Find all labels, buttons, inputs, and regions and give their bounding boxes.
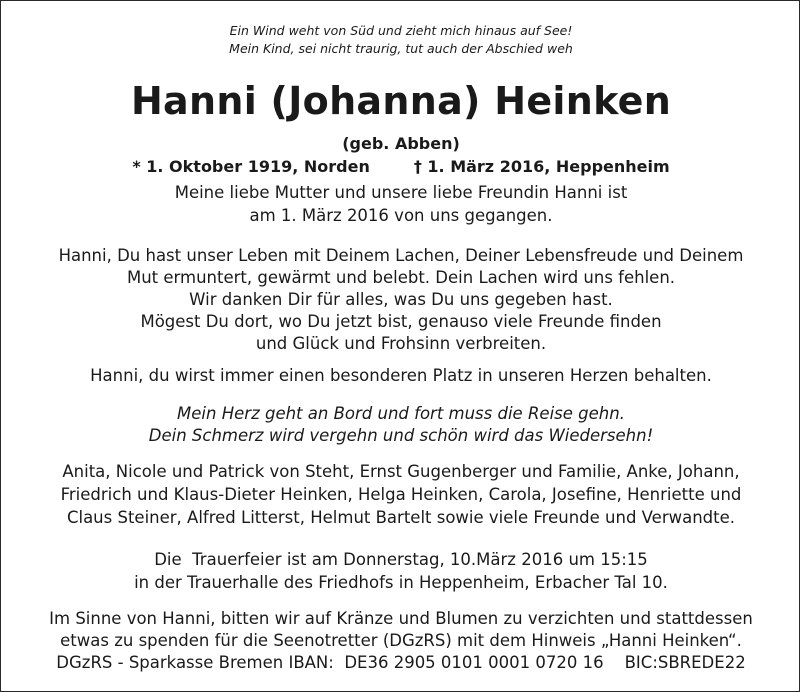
funeral-line-1: Die Trauerfeier ist am Donnerstag, 10.März 2016 um 15:15	[154, 550, 648, 569]
maiden-name: (geb. Abben)	[342, 134, 460, 153]
verse-line-2: Dein Schmerz wird vergehn und schön wird das Wiedersehn!	[148, 426, 654, 445]
tribute-line-1: Hanni, Du hast unser Leben mit Deinem Lachen, Deiner Lebensfreude und Deinem	[58, 246, 744, 265]
verse-line-1: Mein Herz geht an Bord und fort muss die Reise gehn.	[177, 404, 625, 423]
mourners-line-3: Claus Steiner, Alfred Litterst, Helmut Bartelt sowie viele Freunde und Verwandte.	[66, 508, 736, 527]
mourners-line-2: Friedrich und Klaus-Dieter Heinken, Helga Heinken, Carola, Josefine, Henriette und	[60, 485, 742, 504]
intro-line-2: am 1. März 2016 von uns gegangen.	[249, 206, 553, 225]
funeral-line-2: in der Trauerhalle des Friedhofs in Heppenheim, Erbacher Tal 10.	[134, 573, 668, 592]
donation-line-2: etwas zu spenden für die Seenotretter (DGzRS) mit dem Hinweis „Hanni Heinken“.	[60, 631, 742, 650]
donation-bank-details: DGzRS - Sparkasse Bremen IBAN: DE36 2905 0101 0001 0720 16 BIC:SBREDE22	[56, 653, 746, 672]
intro-line-1: Meine liebe Mutter und unsere liebe Freundin Hanni ist	[174, 183, 628, 202]
birth-date: * 1. Oktober 1919, Norden	[132, 157, 370, 176]
tribute-line-2: Mut ermuntert, gewärmt und belebt. Dein Lachen wird uns fehlen.	[126, 268, 676, 287]
deceased-name: Hanni (Johanna) Heinken	[130, 79, 672, 123]
tribute-line-5: und Glück und Frohsinn verbreiten.	[255, 334, 547, 353]
motto-line-1: Ein Wind weht von Süd und zieht mich hinaus auf See!	[229, 23, 573, 38]
donation-line-1: Im Sinne von Hanni, bitten wir auf Kränze und Blumen zu verzichten und stattdessen	[49, 609, 753, 628]
death-date: † 1. März 2016, Heppenheim	[413, 157, 670, 176]
tribute-line-4: Mögest Du dort, wo Du jetzt bist, genauso viele Freunde finden	[140, 312, 662, 331]
motto-line-2: Mein Kind, sei nicht traurig, tut auch der Abschied weh	[229, 41, 573, 56]
life-dates	[1, 157, 800, 177]
remembrance-text: Hanni, du wirst immer einen besonderen Platz in unseren Herzen behalten.	[90, 366, 712, 385]
tribute-line-3: Wir danken Dir für alles, was Du uns gegeben hast.	[189, 290, 613, 309]
mourners-line-1: Anita, Nicole und Patrick von Steht, Ernst Gugenberger und Familie, Anke, Johann,	[62, 462, 740, 481]
